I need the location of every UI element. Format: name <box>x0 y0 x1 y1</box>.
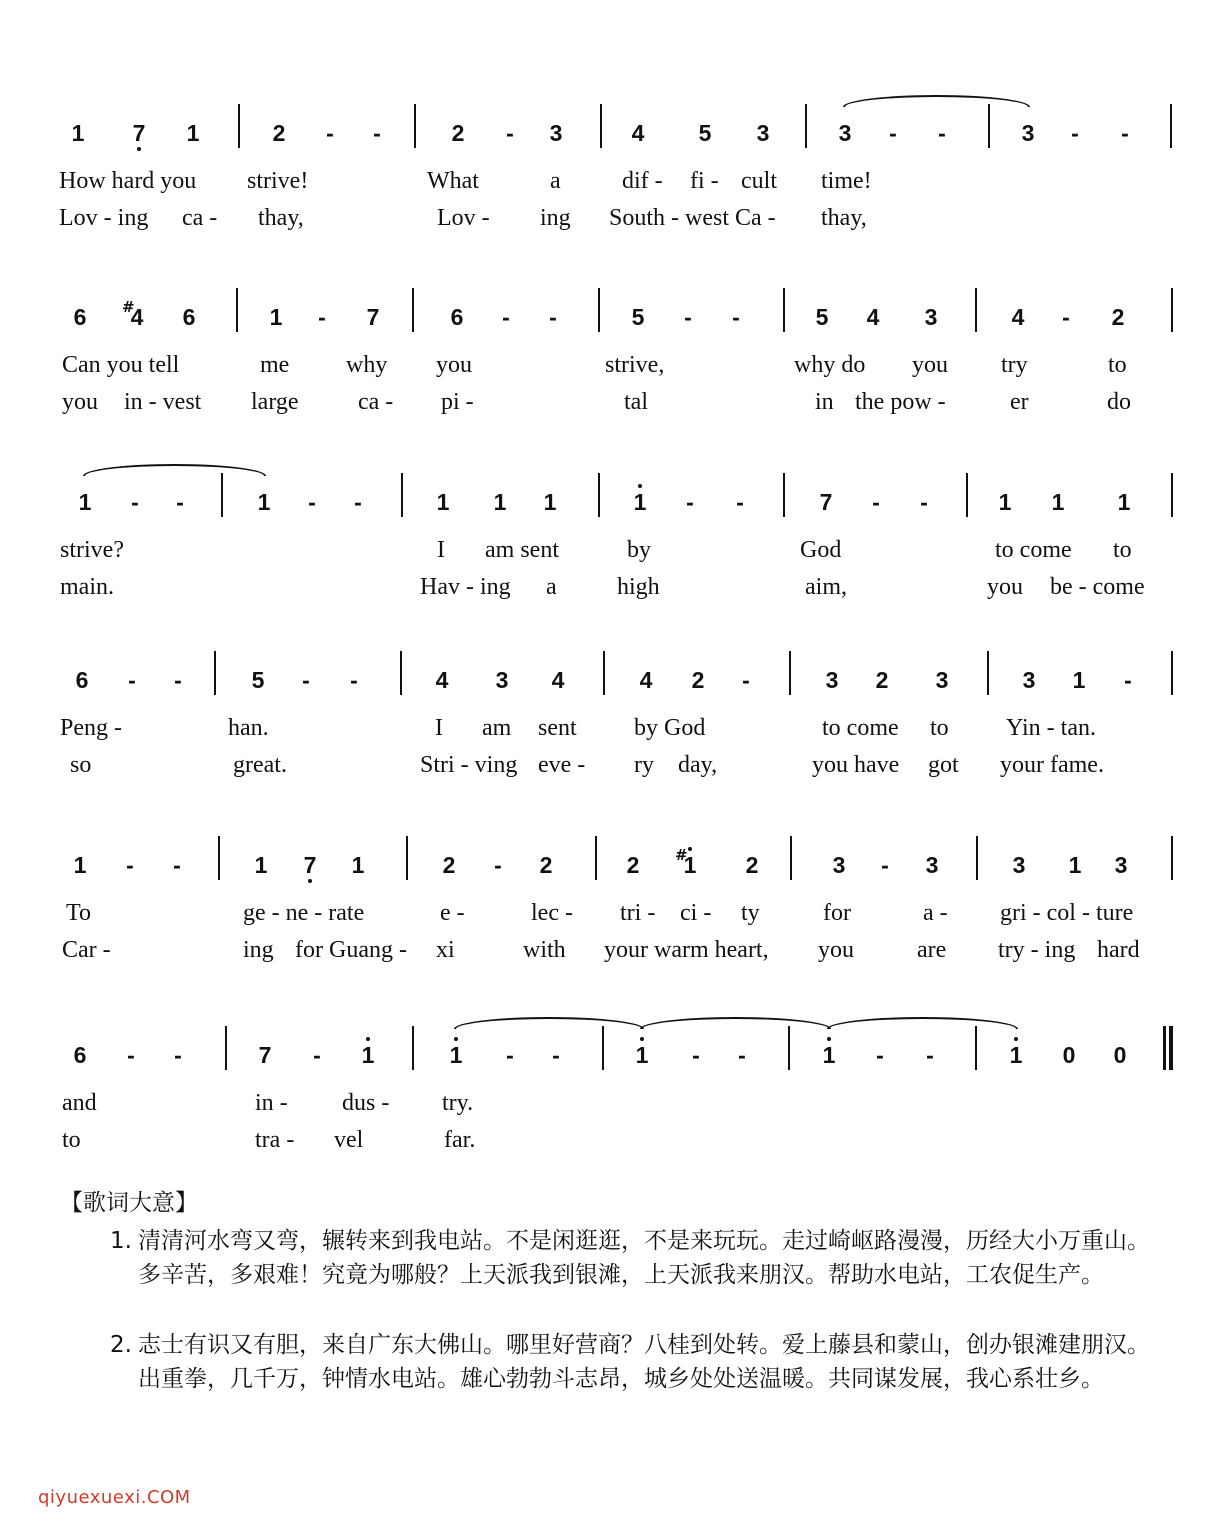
lyric-verse-1: e - <box>440 900 465 926</box>
lyric-verse-1: to <box>1113 537 1132 563</box>
lyric-verse-1: sent <box>538 715 577 741</box>
note: 7 <box>819 489 833 515</box>
lyric-verse-2: ing <box>540 205 571 231</box>
lyric-verse-1: I <box>435 715 443 741</box>
note: 1 <box>449 1042 463 1068</box>
lyric-verse-2: eve - <box>538 752 586 778</box>
note: 3 <box>1114 852 1128 878</box>
lyric-verse-1: to <box>930 715 949 741</box>
lyric-verse-2: your fame. <box>1000 752 1104 778</box>
barline <box>975 288 977 332</box>
lyric-verse-2: Hav - ing <box>420 574 511 600</box>
note-dash: - <box>926 1042 934 1068</box>
note: 7 <box>366 304 380 330</box>
note-dash: - <box>174 1042 182 1068</box>
meaning-number: 1. <box>110 1228 132 1254</box>
note: 3 <box>1022 667 1036 693</box>
lyric-verse-2: ing <box>243 937 274 963</box>
note-dash: - <box>876 1042 884 1068</box>
octave-dot-above <box>688 847 692 851</box>
note-dash: - <box>318 304 326 330</box>
lyric-verse-1: Can you tell <box>62 352 180 378</box>
note: 0 <box>1113 1042 1127 1068</box>
note: 1 <box>351 852 365 878</box>
note-dash: - <box>684 304 692 330</box>
lyric-verse-1: me <box>260 352 290 378</box>
note-dash: - <box>872 489 880 515</box>
note: 1 <box>1117 489 1131 515</box>
barline <box>412 1026 414 1070</box>
note: 1 <box>633 489 647 515</box>
note-dash: - <box>732 304 740 330</box>
note: 3 <box>495 667 509 693</box>
note-dash: - <box>302 667 310 693</box>
note-dash: - <box>1071 120 1079 146</box>
lyric-verse-2: large <box>251 389 299 415</box>
note: 3 <box>832 852 846 878</box>
barline <box>598 288 600 332</box>
barline <box>603 651 605 695</box>
barline <box>218 836 220 880</box>
lyric-verse-1: and <box>62 1090 97 1116</box>
barline <box>602 1026 604 1070</box>
octave-dot-above <box>454 1037 458 1041</box>
note-dash: - <box>308 489 316 515</box>
octave-dot-below <box>137 147 141 151</box>
note-dash: - <box>549 304 557 330</box>
lyric-verse-2: pi - <box>441 389 474 415</box>
lyric-verse-1: What <box>427 168 479 194</box>
note-dash: - <box>738 1042 746 1068</box>
note: 1 <box>1051 489 1065 515</box>
lyric-verse-1: try. <box>442 1090 474 1116</box>
note-dash: - <box>502 304 510 330</box>
meaning-text: 清清河水弯又弯，辗转来到我电站。不是闲逛逛，不是来玩玩。走过崎岖路漫漫，历经大小万重山。多辛苦，多艰难！究竟为哪般？上天派我到银滩，上天派我来朋汉。帮助水电站，工农促生产。 <box>138 1228 1150 1288</box>
meaning-paragraph-2 <box>110 1328 1165 1396</box>
lyric-verse-2: try - ing <box>998 937 1076 963</box>
lyric-verse-2: in <box>815 389 834 415</box>
lyric-verse-2: South - west Ca - <box>609 205 776 231</box>
note: 6 <box>450 304 464 330</box>
lyric-verse-2: thay, <box>821 205 867 231</box>
lyric-verse-1: try <box>1001 352 1028 378</box>
note-dash: - <box>938 120 946 146</box>
lyric-verse-1: a <box>550 168 561 194</box>
note-dash: - <box>173 852 181 878</box>
barline <box>976 836 978 880</box>
lyric-verse-2: with <box>523 937 566 963</box>
lyric-verse-1: strive! <box>247 168 309 194</box>
site-watermark: qiyuexuexi.COM <box>38 1487 191 1508</box>
lyric-verse-1: ty <box>741 900 760 926</box>
lyric-verse-1: strive, <box>605 352 665 378</box>
note: 2 <box>626 852 640 878</box>
note: 3 <box>1012 852 1026 878</box>
lyric-verse-1: in - <box>255 1090 288 1116</box>
barline <box>595 836 597 880</box>
note: 4 <box>1011 304 1025 330</box>
note: 4 <box>866 304 880 330</box>
note-dash: - <box>506 1042 514 1068</box>
lyric-verse-2: got <box>928 752 959 778</box>
note: 1 <box>71 120 85 146</box>
sharp-accidental: # <box>122 298 135 316</box>
lyric-verse-1: gri - col - ture <box>1000 900 1134 926</box>
note: 3 <box>935 667 949 693</box>
note: 2 <box>691 667 705 693</box>
lyric-verse-1: am sent <box>485 537 559 563</box>
lyric-verse-1: Yin - tan. <box>1006 715 1096 741</box>
note: 2 <box>745 852 759 878</box>
note: 2 <box>1111 304 1125 330</box>
octave-dot-below <box>308 879 312 883</box>
barline <box>1171 473 1173 517</box>
note: 3 <box>924 304 938 330</box>
lyric-verse-1: why <box>346 352 388 378</box>
lyric-verse-2: in - vest <box>124 389 202 415</box>
lyric-verse-2: are <box>917 937 947 963</box>
tie-slur <box>83 464 266 476</box>
lyric-verse-1: ge - ne - rate <box>243 900 365 926</box>
tie-slur <box>454 1017 644 1029</box>
note: 1 <box>1072 667 1086 693</box>
note-dash: - <box>920 489 928 515</box>
octave-dot-above <box>638 484 642 488</box>
lyric-verse-1: Peng - <box>60 715 122 741</box>
lyric-verse-2: er <box>1010 389 1029 415</box>
note: 1 <box>186 120 200 146</box>
lyric-verse-1: to come <box>995 537 1072 563</box>
lyric-verse-2: so <box>70 752 92 778</box>
note-dash: - <box>1124 667 1132 693</box>
note: 0 <box>1062 1042 1076 1068</box>
note-dash: - <box>373 120 381 146</box>
note: 1 <box>361 1042 375 1068</box>
note: 1 <box>73 852 87 878</box>
note-dash: - <box>326 120 334 146</box>
note: 6 <box>75 667 89 693</box>
barline <box>805 104 807 148</box>
note: 1 <box>635 1042 649 1068</box>
barline <box>790 836 792 880</box>
note: 4 <box>435 667 449 693</box>
note-dash: - <box>494 852 502 878</box>
lyric-verse-2: your warm heart, <box>604 937 769 963</box>
note: 1 <box>493 489 507 515</box>
lyric-verse-2: the pow - <box>855 389 946 415</box>
note-dash: - <box>506 120 514 146</box>
note: 1 <box>254 852 268 878</box>
note-dash: - <box>126 852 134 878</box>
lyric-verse-1: to <box>1108 352 1127 378</box>
lyric-verse-2: aim, <box>805 574 847 600</box>
barline <box>406 836 408 880</box>
lyric-verse-2: thay, <box>258 205 304 231</box>
barline <box>975 1026 977 1070</box>
barline <box>414 104 416 148</box>
barline <box>789 651 791 695</box>
note-dash: - <box>350 667 358 693</box>
lyric-verse-1: I <box>437 537 445 563</box>
note: 5 <box>815 304 829 330</box>
barline <box>987 651 989 695</box>
note: 1 <box>1009 1042 1023 1068</box>
lyric-verse-1: strive? <box>60 537 124 563</box>
sharp-accidental: # <box>675 846 688 864</box>
barline <box>1171 651 1173 695</box>
lyric-verse-2: vel <box>334 1127 364 1153</box>
lyric-verse-2: main. <box>60 574 114 600</box>
final-barline <box>1163 1026 1166 1070</box>
note-dash: - <box>742 667 750 693</box>
note: 2 <box>875 667 889 693</box>
lyric-verse-2: tra - <box>255 1127 295 1153</box>
lyric-verse-2: you have <box>812 752 900 778</box>
note: 7 <box>258 1042 272 1068</box>
barline <box>238 104 240 148</box>
note-dash: - <box>128 667 136 693</box>
note-dash: - <box>686 489 694 515</box>
octave-dot-above <box>827 1037 831 1041</box>
note: 1 <box>78 489 92 515</box>
note-dash: - <box>1062 304 1070 330</box>
lyric-verse-2: great. <box>233 752 287 778</box>
note: 1 <box>1068 852 1082 878</box>
barline <box>1170 104 1172 148</box>
note: 2 <box>272 120 286 146</box>
lyric-verse-1: to come <box>822 715 899 741</box>
note: 7 <box>132 120 146 146</box>
note: 3 <box>925 852 939 878</box>
barline <box>788 1026 790 1070</box>
note-dash: - <box>354 489 362 515</box>
lyric-verse-2: you <box>818 937 854 963</box>
lyric-verse-2: do <box>1107 389 1131 415</box>
lyric-verse-1: lec - <box>531 900 573 926</box>
lyric-verse-2: tal <box>624 389 648 415</box>
barline <box>966 473 968 517</box>
note-dash: - <box>313 1042 321 1068</box>
note: 4 <box>551 667 565 693</box>
lyric-verse-1: by <box>627 537 651 563</box>
lyric-verse-2: ry <box>634 752 654 778</box>
note: 2 <box>451 120 465 146</box>
meaning-paragraph-1 <box>110 1224 1165 1292</box>
lyric-verse-1: why do <box>794 352 866 378</box>
lyric-verse-1: you <box>436 352 472 378</box>
note: 2 <box>442 852 456 878</box>
note-dash: - <box>131 489 139 515</box>
lyric-verse-2: Stri - ving <box>420 752 518 778</box>
note-dash: - <box>176 489 184 515</box>
lyric-verse-2: you <box>987 574 1023 600</box>
note: 7 <box>303 852 317 878</box>
lyric-verse-2: xi <box>436 937 455 963</box>
tie-slur <box>827 1017 1018 1029</box>
note-dash: - <box>736 489 744 515</box>
octave-dot-above <box>640 1037 644 1041</box>
note: 4 <box>631 120 645 146</box>
barline <box>598 473 600 517</box>
lyric-verse-2: a <box>546 574 557 600</box>
lyric-verse-1: God <box>800 537 842 563</box>
note-dash: - <box>692 1042 700 1068</box>
lyric-verse-1: To <box>66 900 91 926</box>
barline <box>236 288 238 332</box>
lyric-verse-2: to <box>62 1127 81 1153</box>
barline <box>401 473 403 517</box>
note: 6 <box>182 304 196 330</box>
barline <box>1171 836 1173 880</box>
note: 3 <box>756 120 770 146</box>
barline <box>412 288 414 332</box>
lyric-verse-1: fi - <box>690 168 719 194</box>
lyric-verse-1: you <box>912 352 948 378</box>
barline <box>225 1026 227 1070</box>
meaning-number: 2. <box>110 1332 132 1358</box>
lyric-verse-1: dus - <box>342 1090 390 1116</box>
note: 3 <box>825 667 839 693</box>
barline <box>988 104 990 148</box>
note: 4 <box>130 304 144 330</box>
barline <box>600 104 602 148</box>
lyric-verse-1: dif - <box>622 168 663 194</box>
lyric-verse-1: for <box>823 900 851 926</box>
lyric-verse-1: han. <box>228 715 269 741</box>
barline <box>1171 288 1173 332</box>
barline <box>214 651 216 695</box>
note: 1 <box>543 489 557 515</box>
lyric-verse-2: be - come <box>1050 574 1145 600</box>
lyric-verse-2: day, <box>678 752 718 778</box>
note: 3 <box>1021 120 1035 146</box>
lyric-verse-1: How hard you <box>59 168 197 194</box>
note: 1 <box>998 489 1012 515</box>
octave-dot-above <box>366 1037 370 1041</box>
note-dash: - <box>127 1042 135 1068</box>
note: 3 <box>838 120 852 146</box>
note: 1 <box>683 852 697 878</box>
note: 6 <box>73 1042 87 1068</box>
lyric-verse-1: by God <box>634 715 706 741</box>
note: 5 <box>251 667 265 693</box>
lyric-verse-2: ca - <box>182 205 218 231</box>
note: 3 <box>549 120 563 146</box>
lyric-verse-1: am <box>482 715 512 741</box>
lyric-verse-2: far. <box>444 1127 476 1153</box>
lyric-verse-1: cult <box>741 168 777 194</box>
lyric-verse-2: ca - <box>358 389 394 415</box>
note: 1 <box>269 304 283 330</box>
lyric-verse-2: Lov - <box>437 205 490 231</box>
lyrics-meaning-title: 【歌词大意】 <box>60 1190 198 1216</box>
note-dash: - <box>881 852 889 878</box>
note: 2 <box>539 852 553 878</box>
meaning-text: 志士有识又有胆，来自广东大佛山。哪里好营商？八桂到处转。爱上藤县和蒙山，创办银滩建朋汉。出重拳，几千万，钟情水电站。雄心勃勃斗志昂，城乡处处送温暖。共同谋发展，我心系壮乡。 <box>138 1332 1150 1392</box>
tie-slur <box>640 1017 831 1029</box>
note: 5 <box>698 120 712 146</box>
note-dash: - <box>889 120 897 146</box>
note-dash: - <box>552 1042 560 1068</box>
lyric-verse-2: Car - <box>62 937 111 963</box>
lyric-verse-1: time! <box>821 168 872 194</box>
lyric-verse-2: Lov - ing <box>59 205 149 231</box>
note-dash: - <box>174 667 182 693</box>
octave-dot-above <box>1014 1037 1018 1041</box>
lyric-verse-2: you <box>62 389 98 415</box>
note: 1 <box>822 1042 836 1068</box>
note: 1 <box>436 489 450 515</box>
barline <box>783 288 785 332</box>
barline <box>783 473 785 517</box>
note: 6 <box>73 304 87 330</box>
tie-slur <box>843 95 1030 107</box>
final-barline-thick <box>1169 1026 1173 1070</box>
lyric-verse-1: tri - <box>620 900 656 926</box>
lyric-verse-2: hard <box>1097 937 1140 963</box>
note: 1 <box>257 489 271 515</box>
note: 4 <box>639 667 653 693</box>
note-dash: - <box>1121 120 1129 146</box>
barline <box>400 651 402 695</box>
barline <box>221 473 223 517</box>
lyric-verse-1: a - <box>923 900 948 926</box>
lyric-verse-2: high <box>617 574 660 600</box>
lyric-verse-1: ci - <box>680 900 712 926</box>
lyric-verse-2: for Guang - <box>295 937 407 963</box>
note: 5 <box>631 304 645 330</box>
